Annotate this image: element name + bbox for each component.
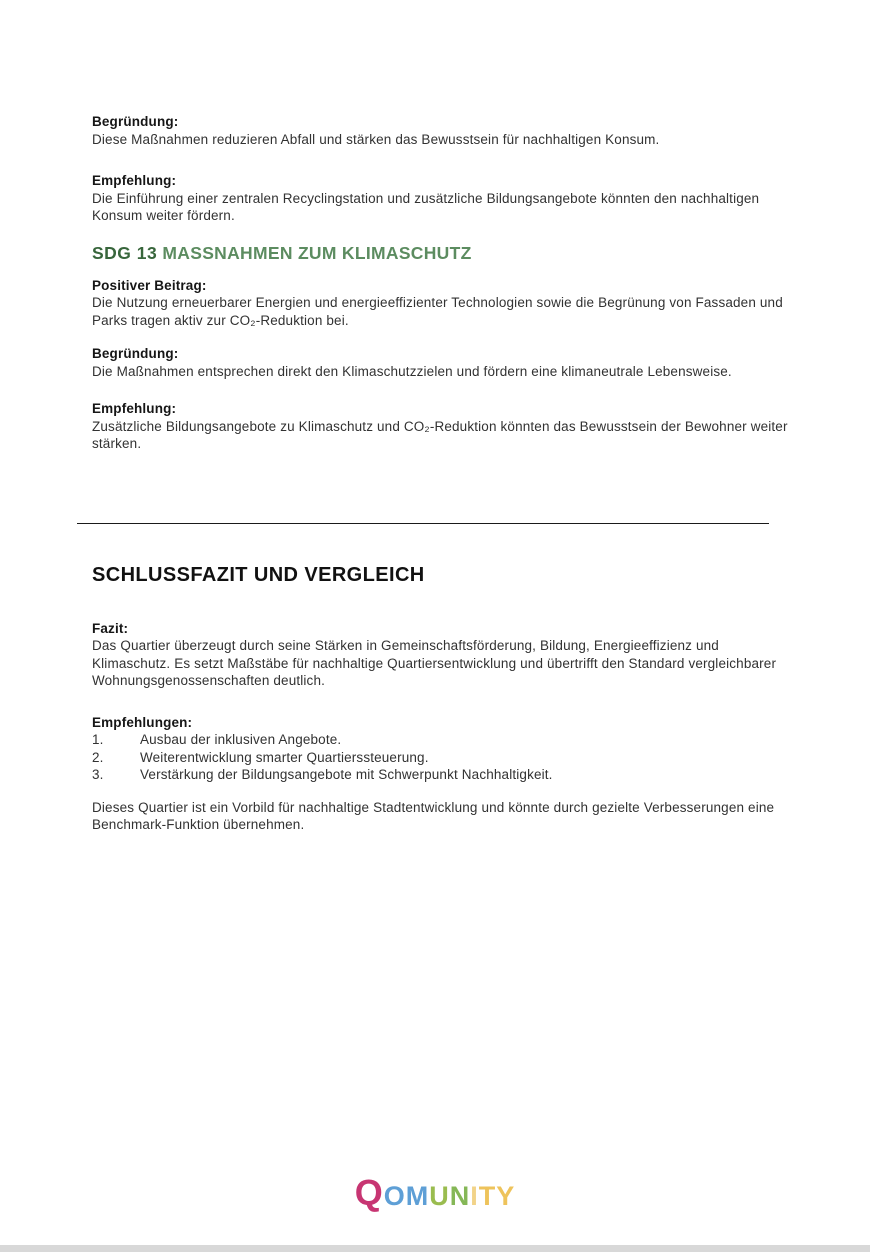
viewer-bottom-bar	[0, 1245, 870, 1252]
list-item-text: Ausbau der inklusiven Angebote.	[140, 732, 342, 747]
list-item-text: Verstärkung der Bildungsangebote mit Schwerpunkt Nachhaltigkeit.	[140, 767, 553, 782]
begruendung-label: Begründung:	[92, 114, 179, 129]
logo-letter: N	[449, 1181, 471, 1211]
empfehlungen-block	[92, 714, 792, 784]
sdg13-begruendung-block	[92, 345, 792, 380]
list-item	[92, 731, 792, 749]
sdg13-empfehlung-block	[92, 400, 792, 453]
logo-letter: M	[405, 1181, 430, 1211]
qomunity-logo	[355, 1172, 516, 1214]
fazit-text: Das Quartier überzeugt durch seine Stärken in Gemeinschaftsförderung, Bildung, Energieeffizienz und Klimaschutz. Es setzt Maßstäbe für nachhaltige Quartiersentwicklung und übertrifft den Standard vergleichbarer Wohnungsgenossenschaften deutlich.	[92, 638, 777, 688]
empfehlung-label: Empfehlung:	[92, 173, 177, 188]
sdg13-section-heading	[92, 241, 792, 265]
empfehlung-label: Empfehlung:	[92, 401, 177, 416]
list-item-number: 3.	[92, 767, 104, 782]
fazit-label: Fazit:	[92, 620, 129, 636]
list-item	[92, 749, 792, 767]
begruendung-label: Begründung:	[92, 346, 179, 361]
section-divider	[77, 523, 769, 524]
list-item-number: 1.	[92, 732, 104, 747]
begruendung-text: Diese Maßnahmen reduzieren Abfall und stärken das Bewusstsein für nachhaltigen Konsum.	[92, 131, 660, 147]
logo-letter: T	[478, 1181, 497, 1211]
empfehlung-text: Zusätzliche Bildungsangebote zu Klimaschutz und CO₂-Reduktion könnten das Bewusstsein der Bewohner weiter stärken.	[92, 418, 788, 451]
list-item-number: 2.	[92, 749, 104, 765]
list-item-text: Weiterentwicklung smarter Quartierssteuerung.	[140, 749, 429, 765]
logo-letter: U	[429, 1181, 450, 1211]
logo-letter: Q	[354, 1172, 384, 1213]
logo-letter: Y	[496, 1181, 516, 1211]
sdg13-beitrag-block	[92, 277, 792, 330]
positiver-beitrag-label: Positiver Beitrag:	[92, 277, 207, 293]
sdg13-title: MASSNAHMEN ZUM KLIMASCHUTZ	[162, 242, 472, 263]
list-item	[92, 766, 792, 784]
fazit-block	[92, 620, 792, 690]
sdg13-number: SDG 13	[92, 242, 158, 263]
logo-letter: O	[383, 1181, 406, 1211]
conclusion-heading: SCHLUSSFAZIT UND VERGLEICH	[92, 563, 425, 586]
begruendung-text: Die Maßnahmen entsprechen direkt den Klimaschutzzielen und fördern eine klimaneutrale Lebensweise.	[92, 363, 732, 379]
sdg12-empfehlung-block	[92, 172, 792, 225]
closing-paragraph	[92, 799, 792, 834]
closing-text: Dieses Quartier ist ein Vorbild für nachhaltige Stadtentwicklung und könnte durch gezielte Verbesserungen eine Benchmark-Funktion übernehmen.	[92, 799, 775, 832]
positiver-beitrag-text: Die Nutzung erneuerbarer Energien und energieeffizienter Technologien sowie die Begrünung von Fassaden und Parks tragen aktiv zur CO₂-Reduktion bei.	[92, 295, 783, 328]
empfehlungen-label: Empfehlungen:	[92, 714, 193, 730]
logo-letter: I	[470, 1181, 479, 1211]
sdg12-begruendung-block	[92, 113, 792, 148]
empfehlung-text: Die Einführung einer zentralen Recyclingstation und zusätzliche Bildungsangebote könnten den nachhaltigen Konsum weiter fördern.	[92, 190, 760, 223]
page-content	[92, 113, 792, 834]
